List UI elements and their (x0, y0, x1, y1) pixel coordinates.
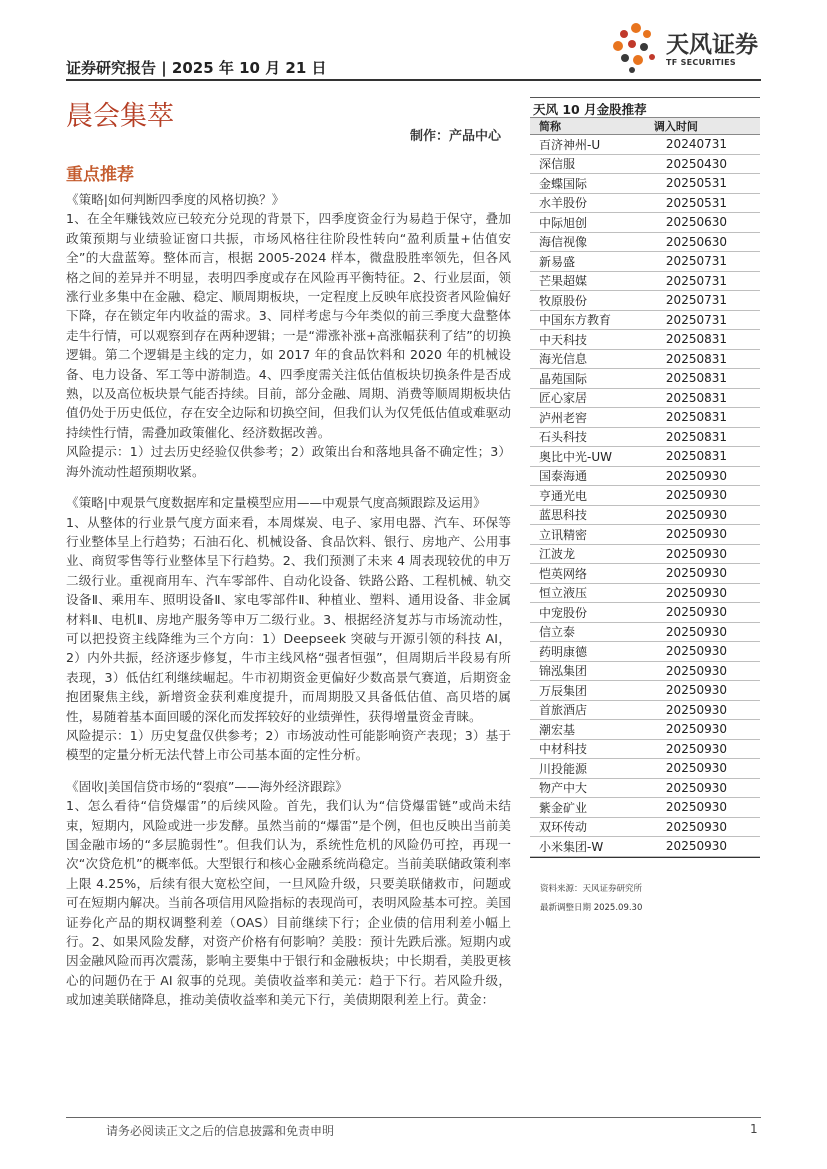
entry-date-cell: 20250831 (645, 447, 760, 467)
table-row (530, 564, 760, 584)
entry-date-cell: 20250831 (645, 388, 760, 408)
table-row (530, 466, 760, 486)
table-body (530, 135, 760, 857)
table-row (530, 193, 760, 213)
stock-name-cell: 恒立液压 (530, 583, 645, 603)
table-row (530, 700, 760, 720)
table-row (530, 447, 760, 467)
tf-logo-icon (608, 20, 664, 74)
stock-name-cell: 亨通光电 (530, 486, 645, 506)
entry-date-cell: 20250731 (645, 271, 760, 291)
stock-name-cell: 石头科技 (530, 427, 645, 447)
footer-disclaimer: 请务必阅读正文之后的信息披露和免责申明 (106, 1124, 335, 1138)
entry-date-cell: 20250731 (645, 252, 760, 272)
entry-date-cell: 20250930 (645, 505, 760, 525)
entry-date-cell: 20250531 (645, 174, 760, 194)
entry-date-cell: 20250831 (645, 349, 760, 369)
stock-name-cell: 泸州老窖 (530, 408, 645, 428)
stock-name-cell: 百济神州-U (530, 135, 645, 155)
sidebar-bottom-rule (530, 857, 760, 858)
article-title: 《策略|中观景气度数据库和定量模型应用——中观景气度高频跟踪及运用》 (66, 495, 486, 511)
entry-date-cell: 20250930 (645, 564, 760, 584)
report-header-title: 证券研究报告 | 2025 年 10 月 21 日 (66, 59, 327, 77)
table-row (530, 583, 760, 603)
section-title: 重点推荐 (66, 165, 134, 185)
entry-date-cell: 20250630 (645, 232, 760, 252)
stock-name-cell: 紫金矿业 (530, 798, 645, 818)
entry-date-cell: 20250930 (645, 739, 760, 759)
table-row (530, 388, 760, 408)
stock-name-cell: 首旅酒店 (530, 700, 645, 720)
update-date-note: 最新调整日期 2025.09.30 (540, 903, 643, 913)
table-row (530, 739, 760, 759)
entry-date-cell: 20250831 (645, 369, 760, 389)
article-title: 《固收|美国信贷市场的“裂痕”——海外经济跟踪》 (66, 778, 348, 794)
table-row (530, 817, 760, 837)
entry-date-cell: 20250930 (645, 681, 760, 701)
footer-divider (66, 1117, 761, 1118)
entry-date-cell: 20250930 (645, 837, 760, 857)
stock-name-cell: 立讯精密 (530, 525, 645, 545)
data-source-note: 资料来源：天风证券研究所 (540, 884, 643, 894)
article-title: 《策略|如何判断四季度的风格切换？》 (66, 192, 285, 207)
table-row (530, 486, 760, 506)
entry-date-cell: 20250831 (645, 330, 760, 350)
stock-name-cell: 潮宏基 (530, 720, 645, 740)
table-row (530, 271, 760, 291)
stock-name-cell: 中材科技 (530, 739, 645, 759)
stock-name-cell: 奥比中光-UW (530, 447, 645, 467)
stock-name-cell: 信立泰 (530, 622, 645, 642)
stock-name-cell: 双环传动 (530, 817, 645, 837)
entry-date-cell: 20250731 (645, 291, 760, 311)
risk-notice: 风险提示：1）历史复盘仅供参考；2）市场波动性可能影响资产表现；3）基于模型的定量分析无法代替上市公司基本面的定性分析。 (66, 727, 511, 763)
entry-date-cell: 20250930 (645, 661, 760, 681)
stock-name-cell: 万辰集团 (530, 681, 645, 701)
table-row (530, 544, 760, 564)
table-row (530, 759, 760, 779)
table-row (530, 505, 760, 525)
report-body (66, 190, 511, 1010)
entry-date-cell: 20250930 (645, 642, 760, 662)
entry-date-cell: 20250831 (645, 408, 760, 428)
stock-name-cell: 海光信息 (530, 349, 645, 369)
entry-date-cell: 20250531 (645, 193, 760, 213)
page-number: 1 (750, 1122, 758, 1136)
entry-date-cell: 20250630 (645, 213, 760, 233)
table-row (530, 603, 760, 623)
stock-name-cell: 中际旭创 (530, 213, 645, 233)
entry-date-cell: 20250930 (645, 700, 760, 720)
table-row (530, 135, 760, 155)
table-row (530, 778, 760, 798)
stock-name-cell: 蓝思科技 (530, 505, 645, 525)
author-label: 制作：产品中心 (410, 129, 502, 144)
stock-name-cell: 新易盛 (530, 252, 645, 272)
article-paragraph: 1、在全年赚钱效应已较充分兑现的背景下，四季度资金行为易趋于保守，叠加政策预期与业绩验证窗口共振，市场风格往往阶段性转向“盈利质量+估值安全”的大盘蓝筹。整体而言，根据 2005-2024 样本，微盘股胜率领先，但各风格之间的差异并不明显，表明四季度或存在风险再平衡特征。2、行业层面，领涨行业多集中在金融、稳定、顺周期板块，一定程度上反映年底投资者风险偏好下降，存在锁定年内收益的需求。3、同样考虑与今年类似的前三季度大盘整体走牛行情，可以观察到存在两种逻辑；一是“滞涨补涨+高涨幅获利了结”的切换逻辑。第二个逻辑是主线的定力，如 2017 年的食品饮料和 2020 年的机械设备、电力设备、军工等中游制造。4、四季度需关注低估值板块切换条件是否成熟，以及高位板块景气能否持续。目前，部分金融、周期、消费等顺周期板块估值仍处于历史低位，存在安全边际和切换空间，但我们认为仅凭低估值或难驱动持续性行情，需叠加政策催化、经济数据改善。 (66, 211, 511, 440)
table-row (530, 427, 760, 447)
stock-name-cell: 江波龙 (530, 544, 645, 564)
stock-name-cell: 深信服 (530, 154, 645, 174)
entry-date-cell: 20250930 (645, 622, 760, 642)
entry-date-cell: 20250930 (645, 583, 760, 603)
stock-name-cell: 中天科技 (530, 330, 645, 350)
entry-date-cell: 20250930 (645, 544, 760, 564)
stock-name-cell: 金蝶国际 (530, 174, 645, 194)
stock-name-cell: 晶苑国际 (530, 369, 645, 389)
stock-name-cell: 药明康德 (530, 642, 645, 662)
table-row (530, 174, 760, 194)
header-divider (66, 79, 761, 81)
table-row (530, 525, 760, 545)
spacer (66, 765, 511, 777)
column-header-name: 简称 (530, 118, 645, 135)
stock-picks-sidebar (530, 97, 760, 858)
entry-date-cell: 20250930 (645, 603, 760, 623)
stock-picks-table (530, 117, 760, 857)
stock-name-cell: 中宠股份 (530, 603, 645, 623)
stock-name-cell: 锦泓集团 (530, 661, 645, 681)
stock-name-cell: 物产中大 (530, 778, 645, 798)
table-row (530, 408, 760, 428)
stock-name-cell: 中国东方教育 (530, 310, 645, 330)
stock-name-cell: 海信视像 (530, 232, 645, 252)
table-row (530, 349, 760, 369)
column-header-date: 调入时间 (645, 118, 760, 135)
entry-date-cell: 20250831 (645, 427, 760, 447)
page-title: 晨会集萃 (66, 101, 174, 132)
table-row (530, 232, 760, 252)
table-row (530, 252, 760, 272)
company-logo (608, 20, 768, 74)
table-row (530, 837, 760, 857)
table-row (530, 642, 760, 662)
stock-name-cell: 牧原股份 (530, 291, 645, 311)
table-row (530, 330, 760, 350)
table-row (530, 661, 760, 681)
table-row (530, 310, 760, 330)
logo-brand-english: TF SECURITIES (666, 58, 736, 67)
entry-date-cell: 20240731 (645, 135, 760, 155)
table-row (530, 213, 760, 233)
entry-date-cell: 20250930 (645, 466, 760, 486)
table-row (530, 798, 760, 818)
entry-date-cell: 20250930 (645, 798, 760, 818)
entry-date-cell: 20250430 (645, 154, 760, 174)
stock-name-cell: 芒果超媒 (530, 271, 645, 291)
table-row (530, 622, 760, 642)
entry-date-cell: 20250930 (645, 759, 760, 779)
stock-name-cell: 国泰海通 (530, 466, 645, 486)
entry-date-cell: 20250930 (645, 720, 760, 740)
table-row (530, 369, 760, 389)
stock-name-cell: 川投能源 (530, 759, 645, 779)
stock-name-cell: 恺英网络 (530, 564, 645, 584)
entry-date-cell: 20250731 (645, 310, 760, 330)
entry-date-cell: 20250930 (645, 817, 760, 837)
entry-date-cell: 20250930 (645, 525, 760, 545)
stock-name-cell: 匠心家居 (530, 388, 645, 408)
sidebar-title: 天风 10 月金股推荐 (533, 102, 647, 117)
table-row (530, 681, 760, 701)
table-header-row (530, 118, 760, 135)
risk-notice: 风险提示：1）过去历史经验仅供参考；2）政策出台和落地具备不确定性；3）海外流动性超预期收紧。 (66, 444, 511, 479)
table-row (530, 291, 760, 311)
article-paragraph: 1、怎么看待“信贷爆雷”的后续风险。首先，我们认为“信贷爆雷链”或尚未结束，短期内，风险或进一步发酵。虽然当前的“爆雷”是个例，但也反映出当前美国金融市场的“多层脆弱性”。但我们认为，系统性危机的风险仍可控，再现一次“次贷危机”的概率低。大型银行和核心金融系统尚稳定。当前美联储政策利率上限 4.25%，后续有很大宽松空间，一旦风险升级，只要美联储救市，问题或可在短期内解决。当前各项信用风险指标的表现尚可，表明风险基本可控。美国证券化产品的期权调整利差（OAS）目前继续下行；企业债的信用利差小幅上行。2、如果风险发酵，对资产价格有何影响？美股：预计先跌后涨。短期内或因金融风险而再次震荡，影响主要集中于银行和金融板块；中长期看，美股更核心的问题仍在于 AI 叙事的兑现。美债收益率和美元：趋于下行。若风险升级，或加速美联储降息，推动美债收益率和美元下行，美债期限利差上行。黄金： (66, 798, 511, 1008)
spacer (66, 481, 511, 493)
table-row (530, 720, 760, 740)
logo-brand-text: 天风证券 (666, 32, 758, 58)
entry-date-cell: 20250930 (645, 486, 760, 506)
table-row (530, 154, 760, 174)
entry-date-cell: 20250930 (645, 778, 760, 798)
article-paragraph: 1、从整体的行业景气度方面来看，本周煤炭、电子、家用电器、汽车、环保等行业整体呈上行趋势；石油石化、机械设备、食品饮料、银行、房地产、公用事业、商贸零售等行业整体呈下行趋势。2、我们预测了未来 4 周表现较优的申万二级行业。重视商用车、汽车零部件、自动化设备、铁路公路、工程机械、轨交设备Ⅱ、乘用车、照明设备Ⅱ、家电零部件Ⅱ、种植业、塑料、通用设备、非金属材料Ⅱ、电机Ⅱ、房地产服务等申万二级行业。3、根据经济复苏与市场流动性，可以把投资主线降维为三个方向：1）Deepseek 突破与开源引领的科技 AI，2）内外共振，经济逐步修复，牛市主线风格“强者恒强”，但周期后半段易有所表现，3）低估红利继续崛起。牛市初期资金更偏好少数高景气赛道，后期资金抱团聚焦主线，新增资金获利难度提升，而周期股又具备低估值、高贝塔的属性，易随着基本面回暖的深化而发挥较好的业绩弹性，获得增量资金青睐。 (66, 514, 511, 724)
stock-name-cell: 水羊股份 (530, 193, 645, 213)
stock-name-cell: 小米集团-W (530, 837, 645, 857)
